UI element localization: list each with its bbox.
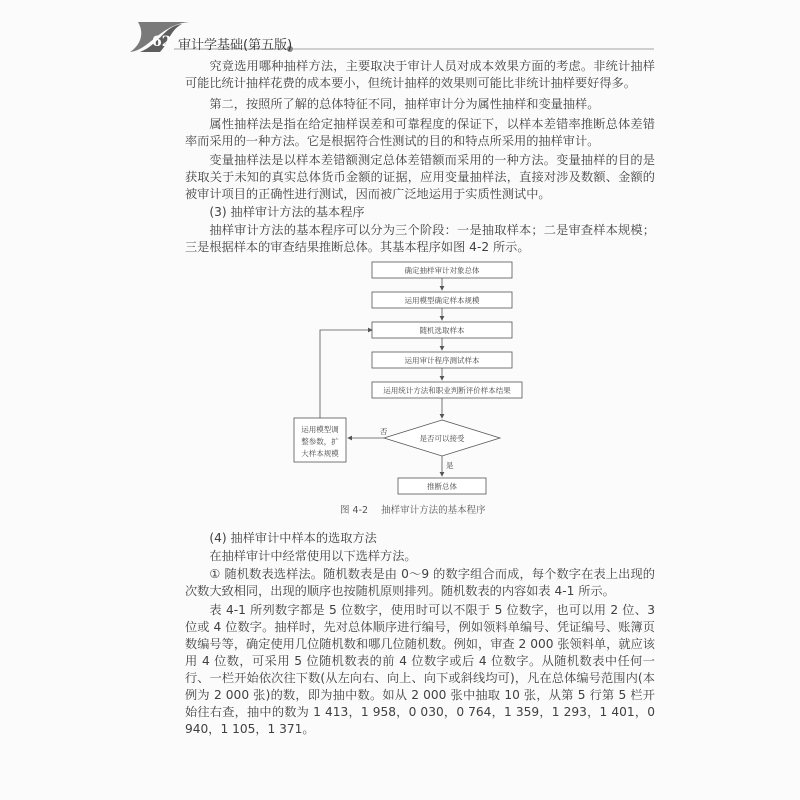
page-number: 62 [152, 34, 172, 50]
paragraph: 在抽样审计中经常使用以下选样方法。 [209, 549, 417, 563]
flowchart-step-box [372, 262, 512, 278]
flowchart-step-label: 确定抽样审计对象总体 [404, 266, 480, 275]
flowchart-adjust-box [294, 418, 346, 462]
flowchart-no-label: 否 [380, 427, 388, 436]
flowchart-yes-label: 是 [446, 461, 454, 470]
figure-caption [340, 502, 496, 516]
flowchart-adjust-line: 运用模型调 [301, 425, 339, 434]
flowchart-step-label: 运用审计程序测试样本 [404, 356, 480, 365]
flowchart-decision-label: 是否可以接受 [419, 434, 465, 443]
flowchart-final-label: 推断总体 [427, 482, 457, 491]
flowchart-adjust-line: 大样本规模 [301, 449, 339, 458]
flowchart-step-label: 运用模型确定样本规模 [404, 296, 480, 305]
paragraph: 变量抽样法是以样本差错额测定总体差错额而采用的一种方法。变量抽样的目的是获取关于未知的真实总体货币金额的证据，应用变量抽样法，直接对涉及数额、金额的被审计项目的正确性进行测试，因而被广泛地运用于实质性测试中。 [185, 153, 655, 201]
flowchart-step-label: 随机选取样本 [419, 326, 465, 335]
paragraph: 第二，按照所了解的总体特征不同，抽样审计分为属性抽样和变量抽样。 [209, 97, 600, 111]
flowchart-step-box [372, 382, 522, 398]
flowchart-adjust-line: 整参数，扩 [301, 437, 339, 446]
flowchart-step-box [372, 292, 512, 308]
paragraph: 抽样审计方法的基本程序可以分为三个阶段：一是抽取样本；二是审查样本规模；三是根据样本的审查结果推断总体。其基本程序如图 4-2 所示。 [185, 223, 655, 254]
flowchart-step-label: 运用统计方法和职业判断评价样本结果 [383, 386, 511, 395]
paragraph: 属性抽样法是指在给定抽样误差和可靠程度的保证下，以样本差错率推断总体差错率而采用的一种方法。它是根据符合性测试的目的和特点所采用的抽样审计。 [185, 117, 655, 148]
paragraph: 表 4-1 所列数字都是 5 位数字，使用时可以不限于 5 位数字，也可以用 2 位、3 位或 4 位数字。抽样时，先对总体顺序进行编号，例如领料单编号、凭证编号、账簿页数编号等，确定使用几位随机数和哪几位随机数。例如，审查 2 000 张领料单，就应该用 4 位数，可采用 5 位随机数表的前 4 位数字或后 4 位数字。从随机数表中任何一行、一栏开始依次往下数(从左向右、向上、向下或斜线均可)，凡在总体编号范围内(本例为 2 000 张)的数，即为抽中数。如从 2 000 张中抽取 10 张，从第 5 行第 5 栏开始往右查，抽中的数为 1 413，1 958，0 030，0 764，1 359，1 293，1 401，0 940，1 105，1 371。 [185, 603, 655, 736]
flowchart-final-box [398, 478, 486, 494]
book-title: 审计学基础(第五版) [178, 38, 293, 53]
paragraph: ① 随机数表选样法。随机数表是由 0～9 的数字组合而成，每个数字在表上出现的次数大致相同，出现的顺序也按随机原则排列。随机数表的内容如表 4-1 所示。 [185, 567, 655, 598]
section-heading: (4) 抽样审计中样本的选取方法 [209, 531, 377, 545]
flowchart-step-box [372, 322, 512, 338]
flowchart-step-box [372, 352, 512, 368]
figure-title: 抽样审计方法的基本程序 [381, 505, 486, 516]
flowchart-decision-diamond [384, 420, 500, 456]
running-header [130, 14, 690, 54]
paragraph: 究竟选用哪种抽样方法，主要取决于审计人员对成本效果方面的考虑。非统计抽样可能比统计抽样花费的成本要小，但统计抽样的效果则可能比非统计抽样要好得多。 [185, 59, 655, 90]
flowchart-diagram [280, 258, 540, 498]
figure-number: 图 4-2 [340, 505, 369, 516]
section-heading: (3) 抽样审计方法的基本程序 [209, 205, 365, 219]
